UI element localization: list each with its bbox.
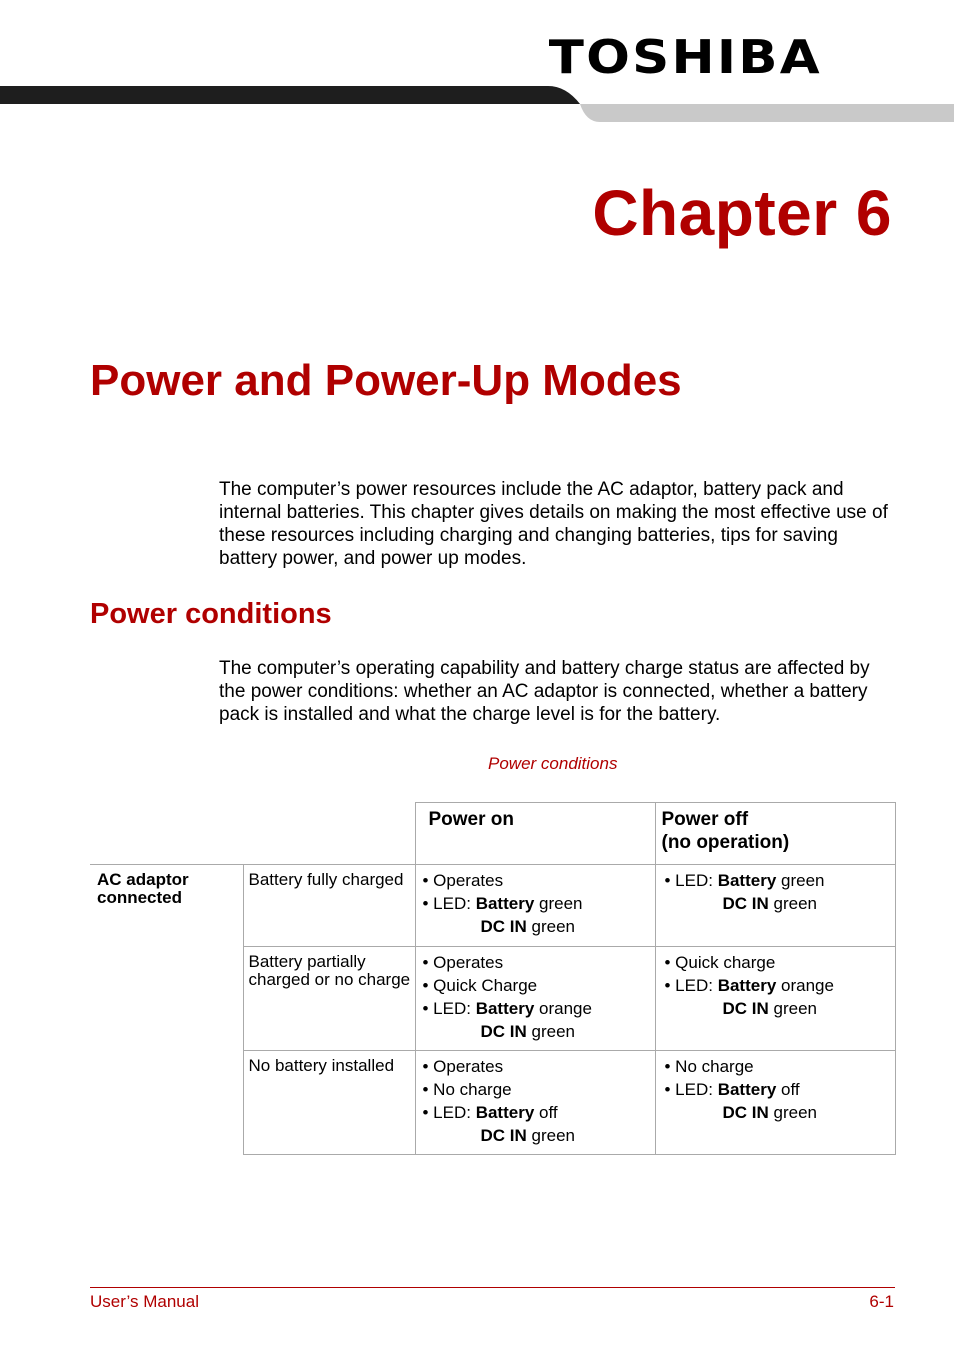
power-conditions-table bbox=[90, 802, 896, 1155]
section-heading: Power conditions bbox=[90, 598, 332, 630]
chapter-label: Chapter 6 bbox=[592, 177, 892, 249]
power-on-cell: • Operates • No charge • LED: Battery off DC IN green bbox=[415, 1051, 655, 1155]
toshiba-logo: TOSHIBA bbox=[548, 30, 822, 84]
condition-cell: No battery installed bbox=[243, 1051, 415, 1155]
page-title: Power and Power-Up Modes bbox=[90, 356, 682, 405]
table-row bbox=[90, 865, 895, 947]
power-off-cell: • Quick charge • LED: Battery orange DC IN green bbox=[655, 947, 895, 1051]
footer-manual-title: User’s Manual bbox=[90, 1292, 199, 1311]
power-on-cell: • Operates • Quick Charge • LED: Battery orange DC IN green bbox=[415, 947, 655, 1051]
condition-cell: Battery fully charged bbox=[243, 865, 415, 947]
power-off-cell: • LED: Battery green DC IN green bbox=[655, 865, 895, 947]
row-label-ac-adaptor: AC adaptor connected bbox=[90, 865, 243, 1155]
footer-divider bbox=[90, 1287, 895, 1288]
intro-paragraph: The computer’s power resources include the AC adaptor, battery pack and internal batteries. This chapter gives details on making the most effective use of these resources including charging and changing batteries, tips for saving battery power, and power up modes. bbox=[219, 479, 888, 569]
table-caption: Power conditions bbox=[488, 754, 618, 773]
condition-cell: Battery partially charged or no charge bbox=[243, 947, 415, 1051]
header-power-on: Power on bbox=[415, 803, 655, 865]
power-on-cell: • Operates • LED: Battery green DC IN green bbox=[415, 865, 655, 947]
power-off-cell: • No charge • LED: Battery off DC IN green bbox=[655, 1051, 895, 1155]
section-paragraph: The computer’s operating capability and battery charge status are affected by the power conditions: whether an AC adaptor is connected, whether a battery pack is installed and what the charge level is for the battery. bbox=[219, 658, 870, 725]
header-power-off: Power off (no operation) bbox=[655, 803, 895, 865]
footer-page-number: 6-1 bbox=[869, 1292, 894, 1311]
table-header-row bbox=[90, 803, 895, 865]
